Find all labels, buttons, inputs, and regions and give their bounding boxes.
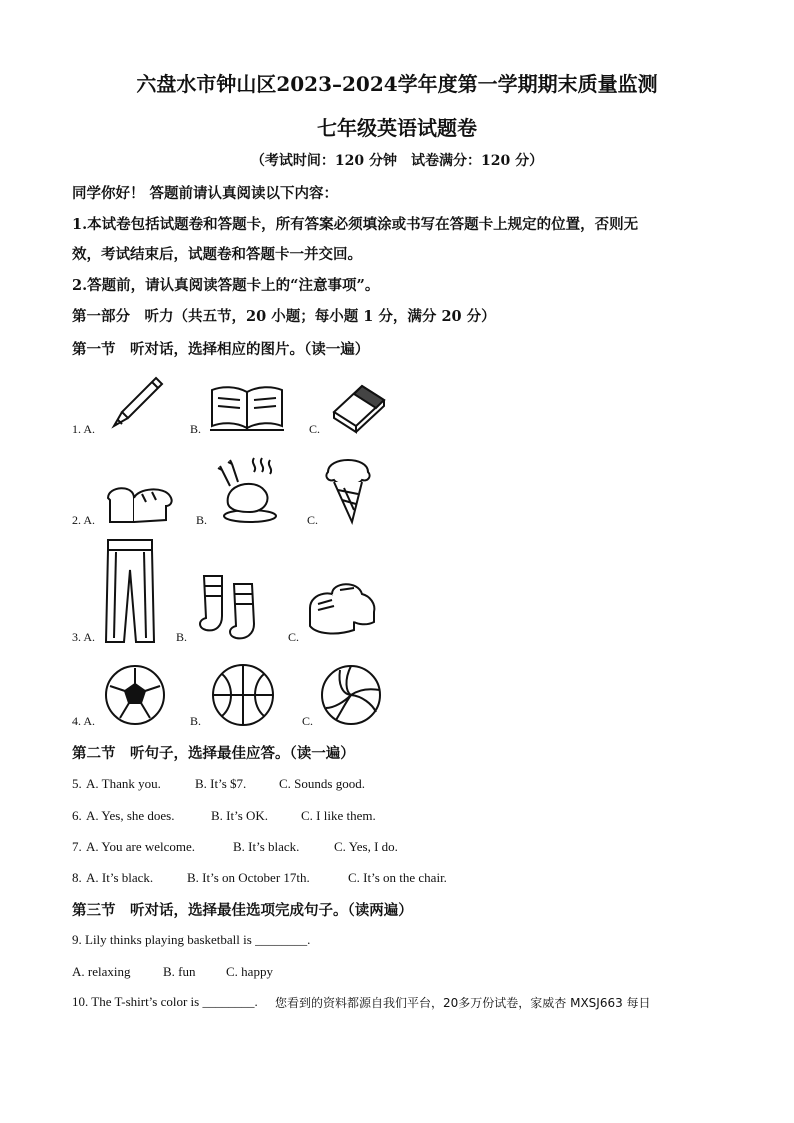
exam-subtitle: 七年级英语试题卷	[317, 116, 477, 140]
bread-icon	[104, 480, 176, 526]
q5-option-c: C. Sounds good.	[279, 776, 365, 791]
q8-num: 8.	[72, 870, 82, 885]
q1-option-b: B.	[190, 422, 202, 436]
q5-option-a: A. Thank you.	[86, 776, 161, 791]
book-icon	[208, 382, 286, 434]
section1-heading: 第一节 听对话，选择相应的图片。（读一遍）	[72, 341, 370, 358]
shoes-icon	[306, 578, 378, 640]
q1-option-c: C.	[309, 422, 321, 436]
q2-option-b: B.	[196, 513, 208, 527]
exam-title: 六盘水市钟山区2023–2024学年度第一学期期末质量监测	[136, 72, 658, 96]
part1-heading: 第一部分 听力（共五节，20 小题；每小题 1 分，满分 20 分）	[72, 308, 496, 325]
q3-label: 3. A.	[72, 630, 96, 644]
notice-greeting: 同学你好！ 答题前请认真阅读以下内容：	[72, 185, 339, 202]
q7-num: 7.	[72, 839, 82, 854]
q2-label: 2. A.	[72, 513, 96, 527]
q4-option-b: B.	[190, 714, 202, 728]
ice-cream-icon	[322, 448, 374, 526]
section2-heading: 第二节 听句子，选择最佳应答。（读一遍）	[72, 745, 355, 762]
eraser-icon	[326, 378, 390, 434]
pants-icon	[102, 538, 158, 646]
notice-item2: 2.答题前，请认真阅读答题卡上的“注意事项”。	[72, 277, 380, 294]
q6-option-a: A. Yes, she does.	[86, 808, 175, 823]
q3-option-b: B.	[176, 630, 188, 644]
q9-option-c: C. happy	[226, 964, 273, 979]
q8-option-b: B. It’s on October 17th.	[187, 870, 310, 885]
notice-item1-line1: 1.本试卷包括试题卷和答题卡，所有答案必须填涂或书写在答题卡上规定的位置，否则无	[72, 216, 639, 233]
pen-icon	[104, 372, 166, 432]
q7-option-b: B. It’s black.	[233, 839, 300, 854]
q6-option-c: C. I like them.	[301, 808, 376, 823]
q6-option-b: B. It’s OK.	[211, 808, 269, 823]
q7-option-a: A. You are welcome.	[86, 839, 196, 854]
watermark-text: 您看到的资料都源自我们平台，20多万份试卷，家威杏 MXSJ663 每日	[275, 996, 651, 1010]
q7-option-c: C. Yes, I do.	[334, 839, 398, 854]
section3-heading: 第三节 听对话，选择最佳选项完成句子。（读两遍）	[72, 902, 413, 919]
q3-option-c: C.	[288, 630, 300, 644]
soccer-ball-icon	[104, 664, 166, 726]
q1-label: 1. A.	[72, 422, 96, 436]
volleyball-icon	[320, 664, 382, 726]
exam-info: （考试时间：120 分钟 试卷满分：120 分）	[250, 153, 544, 169]
q9-stem: 9. Lily thinks playing basketball is ________.	[72, 932, 311, 947]
q5-num: 5.	[72, 776, 82, 791]
basketball-icon	[210, 662, 276, 728]
roast-chicken-icon	[214, 454, 284, 524]
q5-option-b: B. It’s $7.	[195, 776, 247, 791]
socks-icon	[194, 572, 268, 642]
q4-option-c: C.	[302, 714, 314, 728]
q6-num: 6.	[72, 808, 82, 823]
q8-option-c: C. It’s on the chair.	[348, 870, 447, 885]
q9-option-a: A. relaxing	[72, 964, 131, 979]
q2-option-c: C.	[307, 513, 319, 527]
q4-label: 4. A.	[72, 714, 96, 728]
q8-option-a: A. It’s black.	[86, 870, 154, 885]
q9-option-b: B. fun	[163, 964, 196, 979]
notice-item1-line2: 效，考试结束后，试题卷和答题卡一并交回。	[72, 246, 362, 263]
q10-stem: 10. The T-shirt’s color is ________.	[72, 994, 258, 1009]
